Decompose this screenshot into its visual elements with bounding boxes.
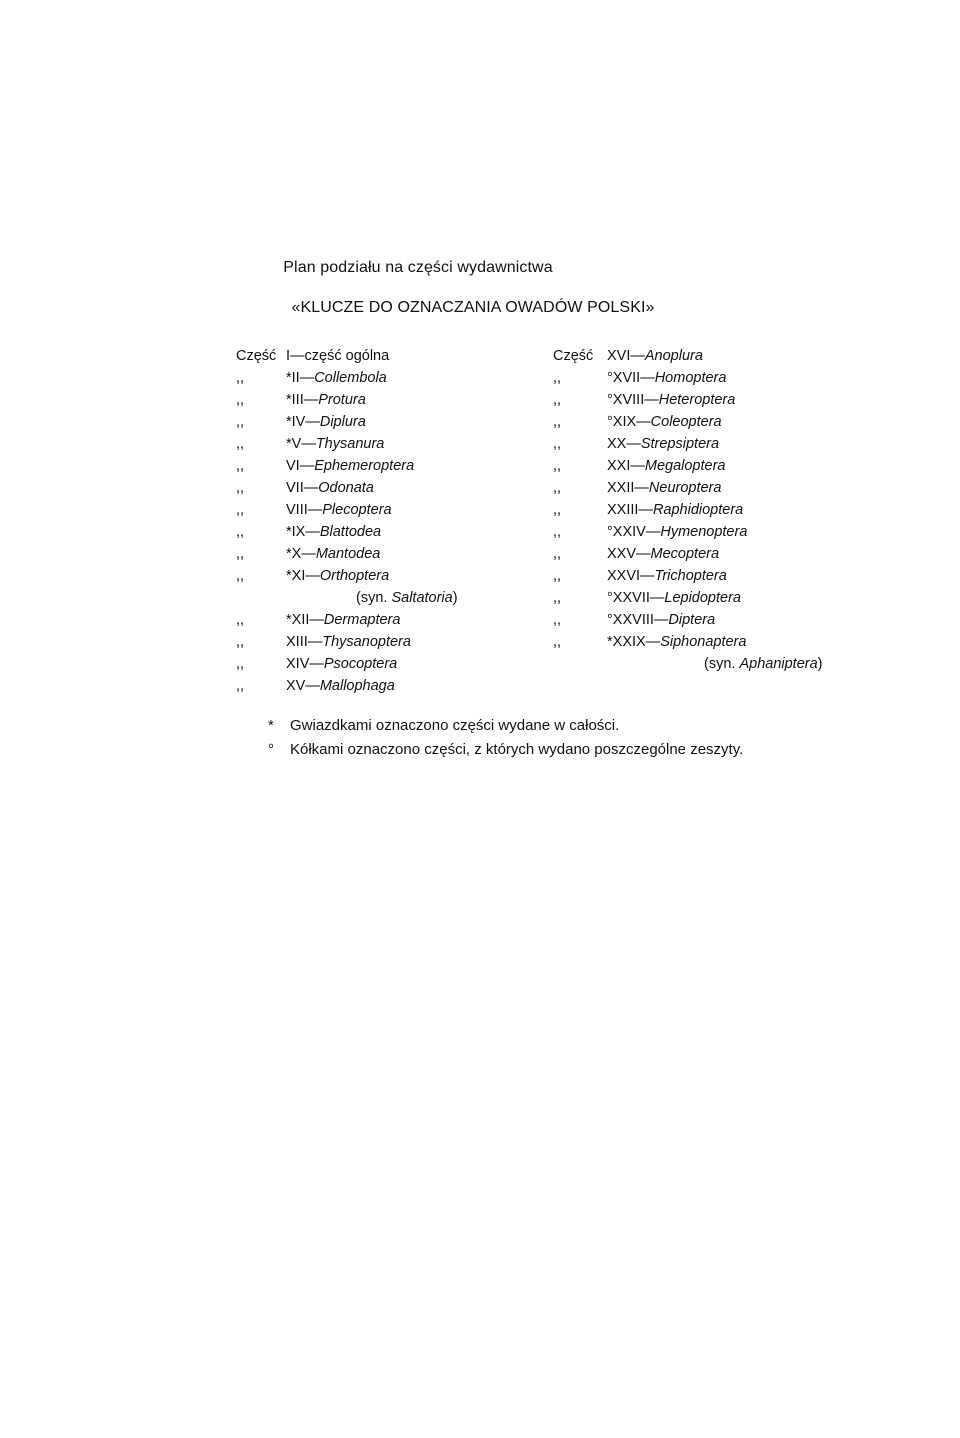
part-name: Megaloptera [644,458,726,474]
part-prefix: ,, [236,480,245,496]
part-prefix: ,, [236,436,245,452]
left-part-list [236,345,536,697]
part-name: Ephemeroptera [314,458,415,474]
part-entry [236,631,536,653]
footnotes [268,714,743,762]
footnote-text: Kółkami oznaczono części, z których wydano poszczególne zeszyty. [290,741,744,758]
part-label [286,499,392,521]
part-number: °XIX— [607,414,651,430]
part-name: Siphonaptera [660,634,747,650]
part-number: °XXIV— [607,524,661,540]
part-number: *II— [286,370,315,386]
part-number: *XII— [286,612,324,628]
part-number: *IV— [286,414,320,430]
part-entry [236,455,536,477]
part-label [607,455,725,477]
part-label [286,631,411,653]
part-name: Odonata [318,480,374,496]
part-name: Thysanoptera [322,634,411,650]
part-number: XIV— [286,656,324,672]
part-number: *V— [286,436,316,452]
part-number: °XXVII— [607,590,665,606]
page-title: Plan podziału na części wydawnictwa [283,259,553,276]
part-name: Protura [318,392,366,408]
part-name: Diplura [319,414,366,430]
synonym-name: Aphaniptera [739,656,818,672]
part-number: *XXIX— [607,634,661,650]
part-name: Homoptera [654,370,727,386]
part-label [286,433,384,455]
part-label [607,543,719,565]
part-label [286,653,397,675]
part-entry [553,345,873,367]
part-prefix: ,, [553,590,562,606]
part-label [607,389,735,411]
part-number: *X— [286,546,316,562]
part-number: *IX— [286,524,320,540]
part-label [286,345,389,367]
part-number: XXVI— [607,568,655,584]
synonym-line [236,587,536,609]
part-label [607,631,746,653]
part-name: Orthoptera [319,568,390,584]
part-label [286,455,414,477]
part-entry [236,367,536,389]
part-name: Anoplura [644,348,703,364]
part-name: część ogólna [304,348,390,364]
part-prefix: ,, [553,414,562,430]
series-title: «KLUCZE DO OZNACZANIA OWADÓW POLSKI» [291,299,655,316]
part-prefix: ,, [236,634,245,650]
part-name: Diptera [668,612,716,628]
part-name: Lepidoptera [664,590,741,606]
part-label [607,587,741,609]
part-label [286,675,395,697]
part-label [607,367,726,389]
part-number: XV— [286,678,320,694]
part-entry [236,433,536,455]
part-prefix: ,, [553,634,562,650]
footnote-circle [268,738,743,762]
part-label [607,477,721,499]
part-number: °XVII— [607,370,655,386]
part-label [286,411,366,433]
part-entry [236,521,536,543]
part-label [607,433,719,455]
part-label [286,521,381,543]
part-name: Plecoptera [322,502,392,518]
part-entry [553,609,873,631]
footnote-mark: ° [268,741,274,758]
part-entry [236,499,536,521]
part-entry [553,433,873,455]
part-entry [553,477,873,499]
part-prefix: ,, [236,458,245,474]
part-prefix: Część [553,348,594,364]
part-name: Thysanura [315,436,385,452]
part-number: °XXVIII— [607,612,669,628]
part-number: XXIII— [607,502,653,518]
part-entry [553,587,873,609]
part-name: Psocoptera [323,656,398,672]
part-prefix: ,, [236,370,245,386]
part-name: Trichoptera [654,568,727,584]
part-entry [236,477,536,499]
part-prefix: ,, [236,524,245,540]
part-name: Hymenoptera [660,524,748,540]
part-number: °XVIII— [607,392,659,408]
part-prefix: ,, [236,546,245,562]
part-name: Mecoptera [650,546,720,562]
part-name: Dermaptera [323,612,401,628]
part-entry [553,389,873,411]
synonym [704,653,823,675]
part-entry [553,411,873,433]
part-prefix: ,, [236,612,245,628]
part-entry [236,345,536,367]
part-name: Mallophaga [319,678,395,694]
part-prefix: ,, [553,568,562,584]
part-entry [236,653,536,675]
part-prefix: ,, [236,502,245,518]
part-number: XVI— [607,348,645,364]
part-label [286,543,380,565]
part-name: Heteroptera [658,392,736,408]
synonym-close: ) [817,656,823,672]
part-name: Strepsiptera [640,436,720,452]
part-prefix: ,, [236,656,245,672]
part-label [286,477,374,499]
part-prefix: ,, [236,678,245,694]
part-prefix: ,, [553,502,562,518]
part-label [607,521,747,543]
part-entry [236,411,536,433]
part-label [607,345,703,367]
part-label [607,499,743,521]
part-name: Blattodea [319,524,382,540]
part-entry [553,543,873,565]
part-name: Mantodea [315,546,381,562]
part-label [607,411,722,433]
part-prefix: ,, [553,524,562,540]
part-entry [553,455,873,477]
synonym [356,587,458,609]
part-number: VII— [286,480,319,496]
part-prefix: ,, [553,436,562,452]
part-name: Neuroptera [648,480,722,496]
part-label [286,609,400,631]
part-number: *XI— [286,568,320,584]
part-number: I— [286,348,305,364]
part-entry [553,521,873,543]
synonym-close: ) [452,590,458,606]
part-number: VIII— [286,502,323,518]
synonym-label: (syn. [704,656,740,672]
footnote-asterisk [268,714,743,738]
part-prefix: ,, [553,612,562,628]
part-name: Collembola [314,370,387,386]
part-prefix: ,, [236,414,245,430]
footnote-text: Gwiazdkami oznaczono części wydane w całości. [290,717,620,734]
part-prefix: ,, [553,458,562,474]
part-number: VI— [286,458,315,474]
synonym-line [553,653,873,675]
part-number: *III— [286,392,319,408]
part-number: XX— [607,436,641,452]
part-number: XXII— [607,480,649,496]
part-label [286,367,387,389]
part-label [607,609,715,631]
part-entry [236,543,536,565]
part-name: Raphidioptera [652,502,744,518]
part-entry [553,367,873,389]
part-entry [236,389,536,411]
synonym-name: Saltatoria [391,590,453,606]
part-number: XIII— [286,634,323,650]
part-entry [553,565,873,587]
part-entry [553,631,873,653]
part-number: XXI— [607,458,645,474]
footnote-mark: * [268,717,274,734]
part-prefix: ,, [236,392,245,408]
right-part-list [553,345,873,675]
part-prefix: ,, [236,568,245,584]
part-label [286,565,389,587]
part-prefix: Część [236,348,277,364]
synonym-label: (syn. [356,590,392,606]
part-entry [236,609,536,631]
part-number: XXV— [607,546,651,562]
part-label [607,565,727,587]
part-entry [553,499,873,521]
part-name: Coleoptera [650,414,722,430]
part-prefix: ,, [553,370,562,386]
part-prefix: ,, [553,546,562,562]
part-prefix: ,, [553,480,562,496]
part-label [286,389,366,411]
part-prefix: ,, [553,392,562,408]
part-entry [236,675,536,697]
part-entry [236,565,536,587]
